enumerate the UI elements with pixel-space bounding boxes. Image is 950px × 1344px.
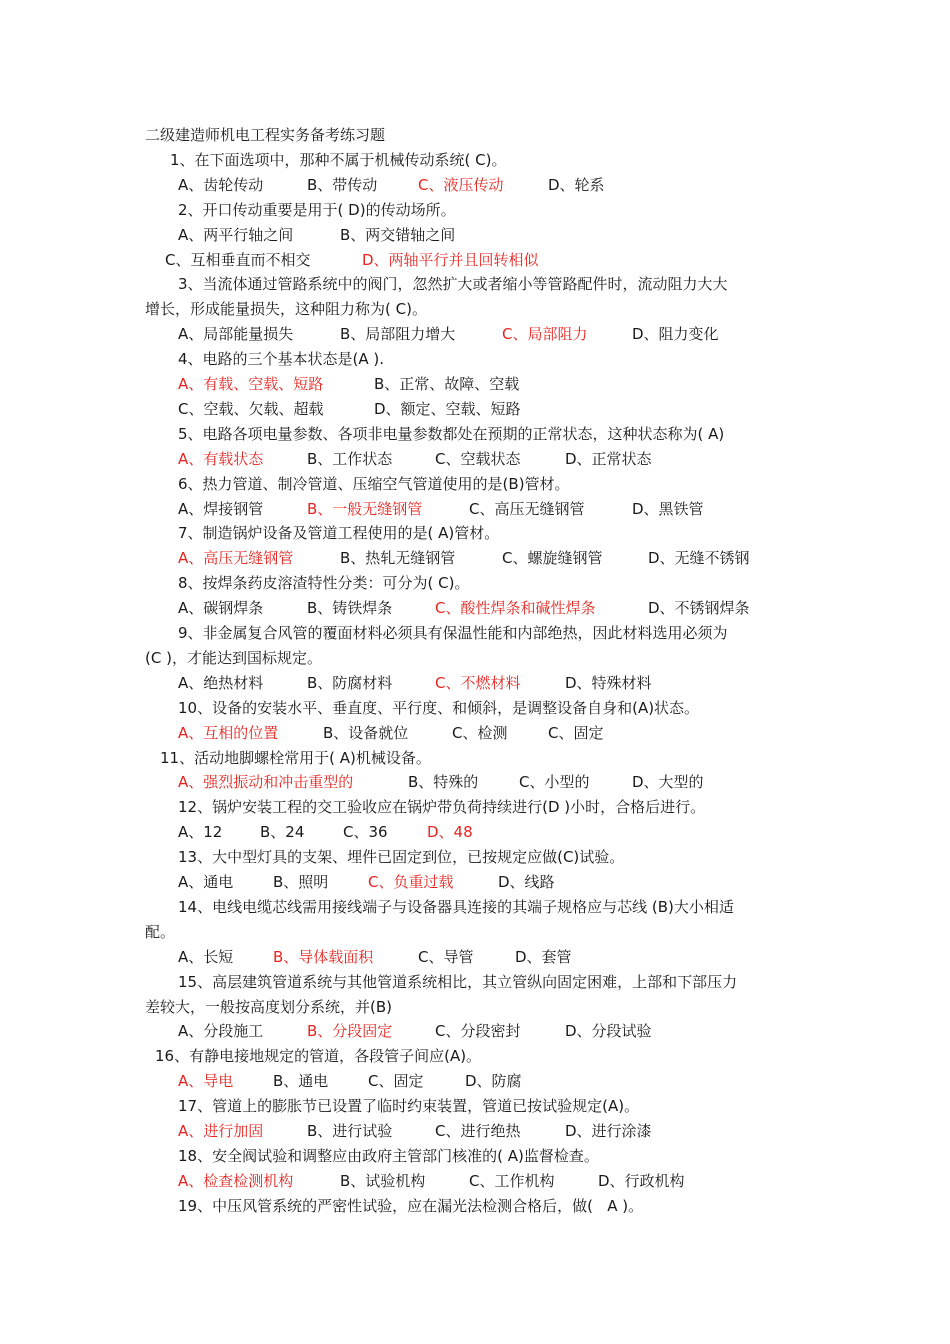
question-text: 11、活动地脚螺栓常用于( A)机械设备。 — [160, 749, 431, 767]
question-text: 4、电路的三个基本状态是(A ). — [178, 350, 385, 368]
answer-option: D、额定、空载、短路 — [374, 400, 521, 418]
answer-option: A、分段施工 — [178, 1022, 264, 1040]
answer-option: B、特殊的 — [408, 773, 479, 791]
answer-option: C、酸性焊条和碱性焊条 — [435, 599, 596, 617]
answer-option: A、长短 — [178, 948, 234, 966]
answer-option: D、正常状态 — [565, 450, 652, 468]
answer-option: C、空载、欠载、超载 — [178, 400, 324, 418]
answer-option: D、线路 — [498, 873, 555, 891]
answer-option: D、轮系 — [548, 176, 605, 194]
answer-option: A、强烈振动和冲击重型的 — [178, 773, 354, 791]
answer-option: A、12 — [178, 823, 223, 841]
answer-option: A、有载、空载、短路 — [178, 375, 324, 393]
answer-option: D、大型的 — [632, 773, 704, 791]
answer-option: A、导电 — [178, 1072, 234, 1090]
answer-option: C、固定 — [368, 1072, 424, 1090]
answer-option: A、焊接钢管 — [178, 500, 264, 518]
answer-option: B、照明 — [273, 873, 329, 891]
question-text: 增长，形成能量损失，这种阻力称为( C)。 — [145, 300, 427, 318]
answer-option: A、通电 — [178, 873, 234, 891]
answer-option: D、不锈钢焊条 — [648, 599, 750, 617]
question-text: 13、大中型灯具的支架、埋件已固定到位，已按规定应做(C)试验。 — [178, 848, 625, 866]
answer-option: A、互相的位置 — [178, 724, 279, 742]
answer-option: B、分段固定 — [307, 1022, 393, 1040]
question-text: 19、中压风管系统的严密性试验，应在漏光法检测合格后，做( A )。 — [178, 1197, 644, 1215]
answer-option: C、互相垂直而不相交 — [165, 251, 311, 269]
question-text: 7、制造锅炉设备及管道工程使用的是( A)管材。 — [178, 524, 500, 542]
answer-option: C、工作机构 — [469, 1172, 555, 1190]
answer-option: D、套管 — [515, 948, 572, 966]
answer-option: C、进行绝热 — [435, 1122, 521, 1140]
question-text: 10、设备的安装水平、垂直度、平行度、和倾斜，是调整设备自身和(A)状态。 — [178, 699, 700, 717]
answer-option: B、通电 — [273, 1072, 329, 1090]
answer-option: D、黑铁管 — [632, 500, 704, 518]
answer-option: C、导管 — [418, 948, 474, 966]
answer-option: C、螺旋缝钢管 — [502, 549, 603, 567]
answer-option: A、两平行轴之间 — [178, 226, 294, 244]
answer-option: C、空载状态 — [435, 450, 521, 468]
question-text: 2、开口传动重要是用于( D)的传动场所。 — [178, 201, 456, 219]
answer-option: B、工作状态 — [307, 450, 393, 468]
answer-option: C、36 — [343, 823, 388, 841]
answer-option: A、齿轮传动 — [178, 176, 264, 194]
answer-option: B、导体载面积 — [273, 948, 374, 966]
answer-option: D、进行涂漆 — [565, 1122, 652, 1140]
answer-option: C、分段密封 — [435, 1022, 521, 1040]
question-text: 6、热力管道、制冷管道、压缩空气管道使用的是(B)管材。 — [178, 475, 570, 493]
question-text: 配。 — [145, 923, 176, 941]
question-text: 14、电线电缆芯线需用接线端子与设备器具连接的其端子规格应与芯线 (B)大小相适 — [178, 898, 734, 916]
answer-option: B、防腐材料 — [307, 674, 393, 692]
question-text: 16、有静电接地规定的管道，各段管子间应(A)。 — [155, 1047, 482, 1065]
answer-option: C、液压传动 — [418, 176, 504, 194]
answer-option: D、分段试验 — [565, 1022, 652, 1040]
question-text: 15、高层建筑管道系统与其他管道系统相比，其立管纵向固定困难，上部和下部压力 — [178, 973, 738, 991]
answer-option: B、进行试验 — [307, 1122, 393, 1140]
answer-option: B、一般无缝钢管 — [307, 500, 423, 518]
answer-option: B、设备就位 — [323, 724, 409, 742]
answer-option: A、碳钢焊条 — [178, 599, 264, 617]
question-text: 3、当流体通过管路系统中的阀门，忽然扩大或者缩小等管路配件时，流动阻力大大 — [178, 275, 728, 293]
answer-option: C、小型的 — [519, 773, 590, 791]
answer-option: B、试验机构 — [340, 1172, 426, 1190]
answer-option: B、正常、故障、空载 — [374, 375, 520, 393]
answer-option: C、不燃材料 — [435, 674, 521, 692]
answer-option: C、高压无缝钢管 — [469, 500, 585, 518]
question-text: 18、安全阀试验和调整应由政府主管部门核准的( A)监督检查。 — [178, 1147, 599, 1165]
answer-option: B、热轧无缝钢管 — [340, 549, 456, 567]
answer-option: B、带传动 — [307, 176, 378, 194]
answer-option: C、固定 — [548, 724, 604, 742]
answer-option: D、特殊材料 — [565, 674, 652, 692]
answer-option: A、检查检测机构 — [178, 1172, 294, 1190]
document-title: 二级建造师机电工程实务备考练习题 — [145, 126, 386, 144]
answer-option: D、防腐 — [465, 1072, 522, 1090]
question-text: 差较大，一般按高度划分系统，并(B) — [145, 998, 392, 1016]
question-text: 12、锅炉安装工程的交工验收应在锅炉带负荷持续进行(D )小时，合格后进行。 — [178, 798, 706, 816]
answer-option: D、48 — [427, 823, 473, 841]
answer-option: C、检测 — [452, 724, 508, 742]
answer-option: C、负重过载 — [368, 873, 454, 891]
answer-option: A、高压无缝钢管 — [178, 549, 294, 567]
question-text: 5、电路各项电量参数、各项非电量参数都处在预期的正常状态，这种状态称为( A) — [178, 425, 725, 443]
answer-option: D、无缝不锈钢 — [648, 549, 750, 567]
answer-option: B、铸铁焊条 — [307, 599, 393, 617]
answer-option: B、局部阻力增大 — [340, 325, 456, 343]
answer-option: C、局部阻力 — [502, 325, 588, 343]
answer-option: D、两轴平行并且回转相似 — [362, 251, 539, 269]
answer-option: B、两交错轴之间 — [340, 226, 456, 244]
answer-option: D、阻力变化 — [632, 325, 719, 343]
question-text: 17、管道上的膨胀节已设置了临时约束装置，管道已按试验规定(A)。 — [178, 1097, 640, 1115]
question-text: (C )，才能达到国标规定。 — [145, 649, 322, 667]
answer-option: A、局部能量损失 — [178, 325, 294, 343]
question-text: 1、在下面选项中，那种不属于机械传动系统( C)。 — [170, 151, 507, 169]
answer-option: A、有载状态 — [178, 450, 264, 468]
answer-option: D、行政机构 — [598, 1172, 685, 1190]
answer-option: A、绝热材料 — [178, 674, 264, 692]
question-text: 9、非金属复合风管的覆面材料必须具有保温性能和内部绝热，因此材料选用必须为 — [178, 624, 728, 642]
answer-option: A、进行加固 — [178, 1122, 264, 1140]
question-text: 8、按焊条药皮溶渣特性分类：可分为( C)。 — [178, 574, 470, 592]
answer-option: B、24 — [260, 823, 305, 841]
